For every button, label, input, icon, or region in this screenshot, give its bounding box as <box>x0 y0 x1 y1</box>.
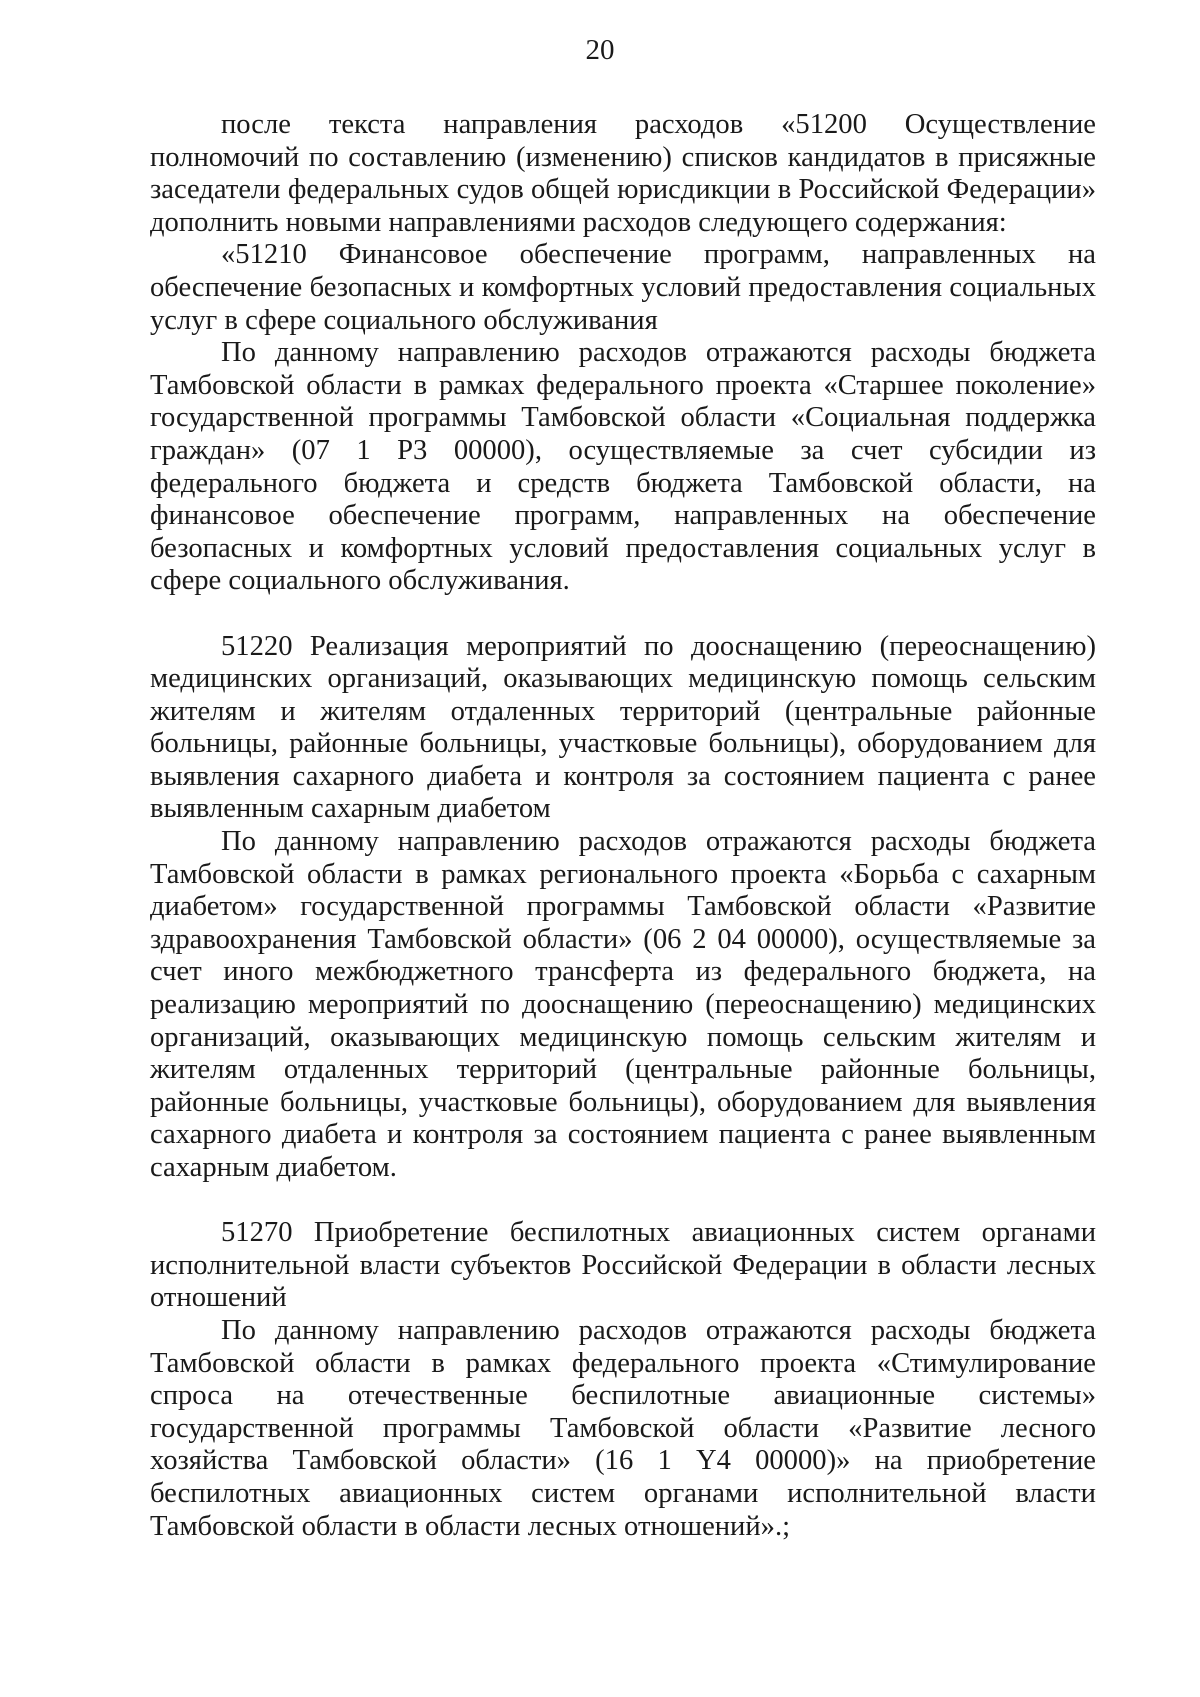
paragraph-51270-title: 51270 Приобретение беспилотных авиационных систем органами исполнительной власти субъектов Российской Федерации в области лесных отношений <box>150 1217 1096 1314</box>
paragraph-51220-description: По данному направлению расходов отражаются расходы бюджета Тамбовской области в рамках регионального проекта «Борьба с сахарным диабетом» государственной программы Тамбовской области «Развитие здравоохранения Тамбовской области» (06 2 04 00000), осуществляемые за счет иного межбюджетного трансферта из федерального бюджета, на реализацию мероприятий по дооснащению (переоснащению) медицинских организаций, оказывающих медицинскую помощь сельским жителям и жителям отдаленных территорий (центральные районные больницы, районные больницы, участковые больницы), оборудованием для выявления сахарного диабета и контроля за состоянием пациента с ранее выявленным сахарным диабетом. <box>150 826 1096 1183</box>
paragraph-intro: после текста направления расходов «51200 Осуществление полномочий по составлению (изменению) списков кандидатов в присяжные заседатели федеральных судов общей юрисдикции в Российской Федерации» дополнить новыми направлениями расходов следующего содержания: <box>150 109 1096 238</box>
paragraph-51210-title: «51210 Финансовое обеспечение программ, направленных на обеспечение безопасных и комфортных условий предоставления социальных услуг в сфере социального обслуживания <box>150 239 1096 336</box>
paragraph-51210-description: По данному направлению расходов отражаются расходы бюджета Тамбовской области в рамках федерального проекта «Старшее поколение» государственной программы Тамбовской области «Социальная поддержка граждан» (07 1 P3 00000), осуществляемые за счет субсидии из федерального бюджета и средств бюджета Тамбовской области, на финансовое обеспечение программ, направленных на обеспечение безопасных и комфортных условий предоставления социальных услуг в сфере социального обслуживания. <box>150 337 1096 597</box>
page-number: 20 <box>585 34 615 66</box>
paragraph-51270-description: По данному направлению расходов отражаются расходы бюджета Тамбовской области в рамках федерального проекта «Стимулирование спроса на отечественные беспилотные авиационные системы» государственной программы Тамбовской области «Развитие лесного хозяйства Тамбовской области» (16 1 Y4 00000)» на приобретение беспилотных авиационных систем органами исполнительной власти Тамбовской области в области лесных отношений».; <box>150 1314 1096 1542</box>
paragraph-51220-title: 51220 Реализация мероприятий по дооснащению (переоснащению) медицинских организаций, оказывающих медицинскую помощь сельским жителям и жителям отдаленных территорий (центральные районные больницы, районные больницы, участковые больницы), оборудованием для выявления сахарного диабета и контроля за состоянием пациента с ранее выявленным сахарным диабетом <box>150 630 1096 825</box>
document-body <box>150 109 1096 1543</box>
